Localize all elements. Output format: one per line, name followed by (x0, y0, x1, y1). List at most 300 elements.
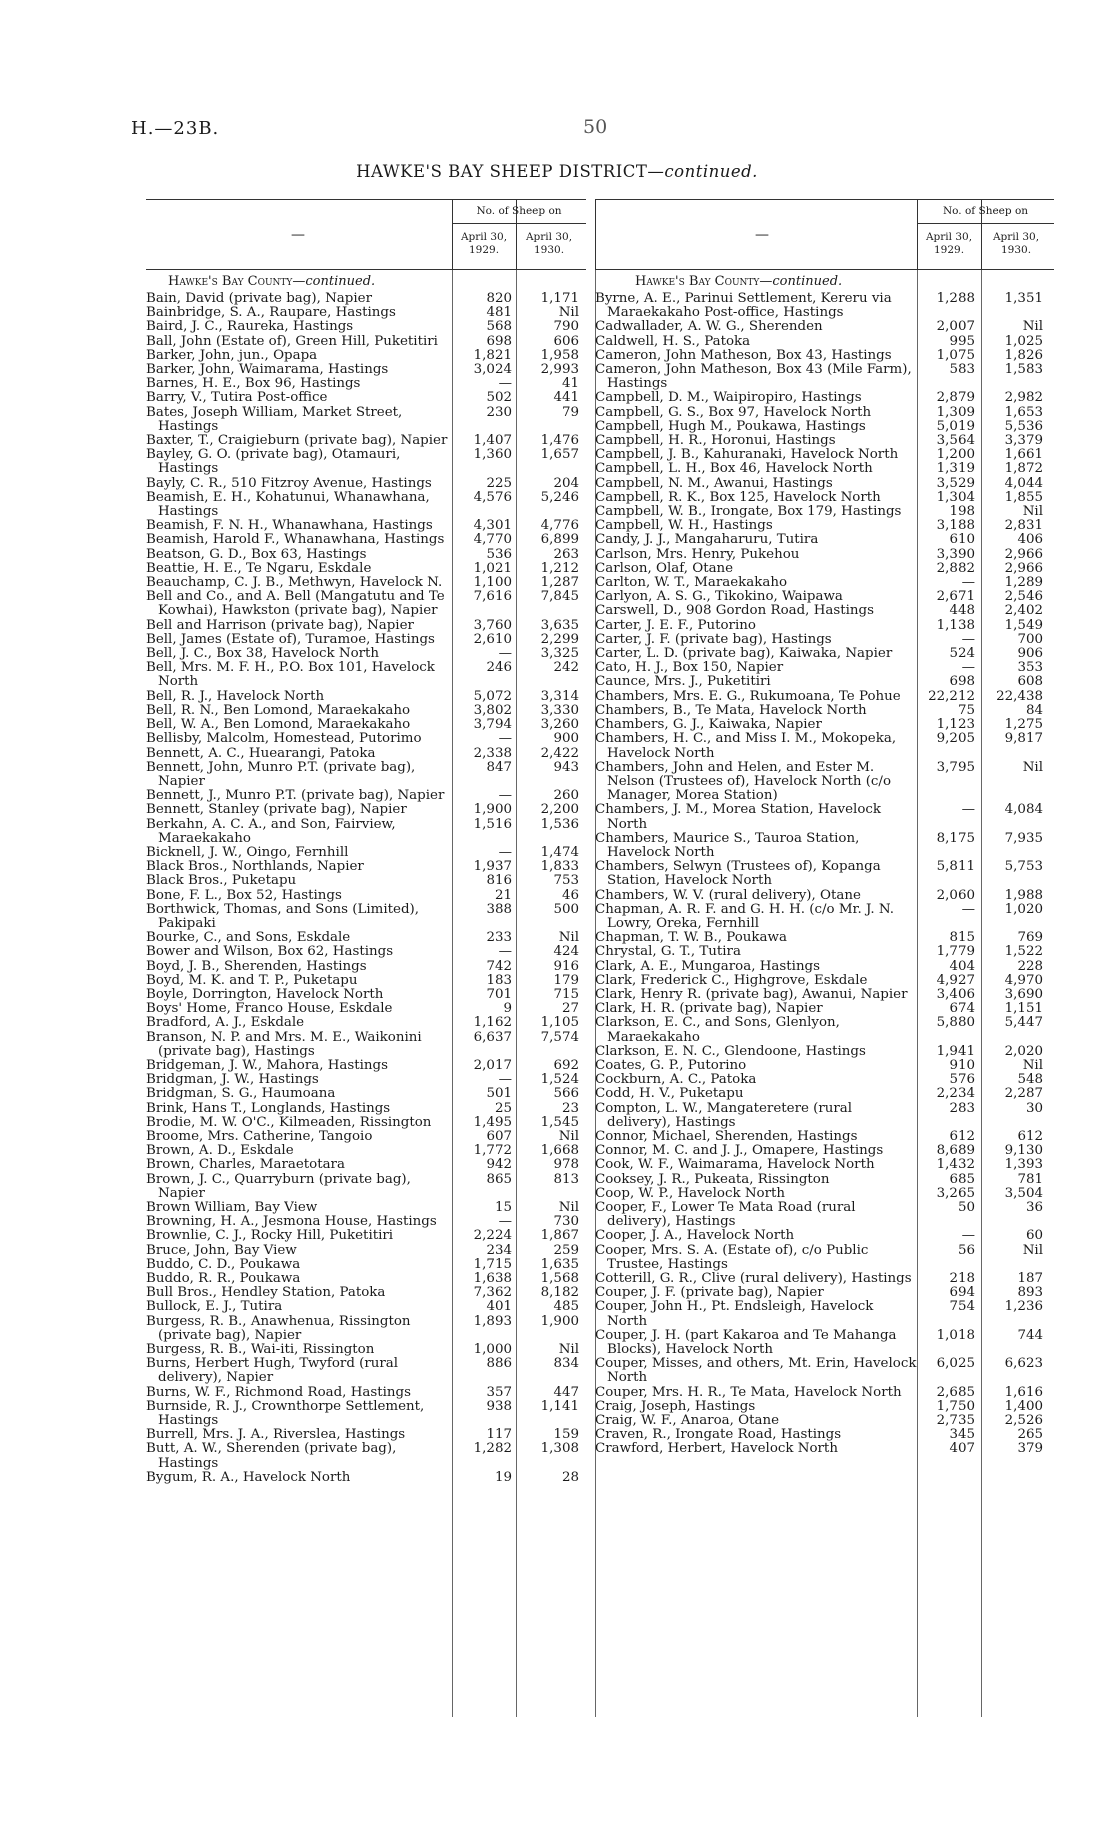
sheep-count-1930: 2,299 (540, 631, 579, 647)
sheep-count-1929: 524 (949, 646, 975, 662)
sheep-count-1929: — (498, 788, 512, 804)
left-section-name: Hawke's Bay County (168, 274, 293, 289)
sheep-count-1929: 1,941 (936, 1043, 975, 1059)
left-header-col2-line1: April 30, (525, 231, 573, 243)
sheep-count-1930: Nil (558, 1342, 579, 1358)
sheep-count-1929: 3,390 (936, 546, 975, 562)
holder-name: Ball, John (Estate of), Green Hill, Puketitiri (146, 333, 438, 349)
holder-name: Boyd, J. B., Sherenden, Hastings (146, 958, 367, 974)
holder-name: Bullock, E. J., Tutira (146, 1299, 283, 1315)
sheep-count-1929: 1,495 (473, 1114, 512, 1130)
right-section-suffix: —continued. (759, 274, 843, 289)
holder-name: Carswell, D., 908 Gordon Road, Hastings (595, 603, 874, 619)
sheep-count-1930: 753 (553, 873, 579, 889)
holder-name: Beamish, E. H., Kohatunui, Whanawhana, Hastings (146, 489, 430, 520)
sheep-count-1930: Nil (1022, 759, 1043, 775)
holder-name: Brown William, Bay View (146, 1200, 318, 1215)
sheep-count-1929: 345 (949, 1427, 975, 1443)
holder-name: Connor, Michael, Sherenden, Hastings (595, 1128, 858, 1144)
left-header-rule (452, 223, 586, 224)
sheep-count-1930: 263 (553, 546, 579, 562)
sheep-count-1929: 865 (486, 1171, 512, 1187)
holder-name: Bridgeman, J. W., Mahora, Hastings (146, 1057, 388, 1073)
sheep-count-1930: 715 (553, 986, 579, 1002)
sheep-count-1930: 893 (1017, 1285, 1043, 1301)
holder-name: Beamish, Harold F., Whanawhana, Hastings (146, 532, 445, 548)
holder-name: Bayley, G. O. (private bag), Otamauri, Hastings (146, 447, 401, 477)
sheep-count-1930: 2,546 (1004, 589, 1043, 605)
sheep-count-1930: Nil (1022, 319, 1043, 335)
sheep-count-1929: 2,610 (473, 631, 512, 647)
sheep-count-1929: 230 (486, 404, 512, 420)
holder-name: Cooper, Mrs. S. A. (Estate of), c/o Public Trustee, Hastings (595, 1242, 869, 1272)
holder-name: Caldwell, H. S., Patoka (595, 333, 751, 349)
sheep-count-1930: 2,831 (1004, 518, 1043, 534)
sheep-count-1930: 1,289 (1004, 575, 1043, 591)
sheep-count-1929: 820 (486, 291, 512, 306)
sheep-count-1929: 401 (486, 1299, 512, 1315)
sheep-count-1929: 3,024 (473, 362, 512, 378)
sheep-count-1929: 19 (494, 1469, 512, 1485)
sheep-count-1930: 1,474 (540, 844, 579, 860)
sheep-count-1930: 1,020 (1004, 901, 1043, 917)
right-header-left-border (595, 200, 596, 269)
sheep-count-1930: 1,351 (1004, 291, 1043, 306)
sheep-count-1930: Nil (1022, 1242, 1043, 1258)
sheep-count-1930: 406 (1017, 532, 1043, 548)
sheep-count-1929: — (961, 1228, 975, 1244)
holder-name: Campbell, H. R., Horonui, Hastings (595, 433, 836, 449)
holder-name: Barker, John, jun., Opapa (146, 347, 318, 363)
sheep-count-1930: 730 (553, 1214, 579, 1230)
sheep-count-1930: 2,200 (540, 802, 579, 818)
sheep-count-1930: 3,330 (540, 702, 579, 718)
sheep-count-1930: 608 (1017, 674, 1043, 690)
sheep-count-1929: 754 (949, 1299, 975, 1315)
sheep-count-1930: 978 (553, 1157, 579, 1173)
sheep-count-1930: 9,817 (1004, 731, 1043, 747)
sheep-count-1930: 566 (553, 1086, 579, 1102)
holder-name: Bayly, C. R., 510 Fitzroy Avenue, Hastings (146, 475, 432, 491)
sheep-count-1929: 501 (486, 1086, 512, 1102)
sheep-count-1929: — (498, 844, 512, 860)
page-title (0, 162, 1114, 181)
sheep-count-1929: 4,927 (936, 972, 975, 988)
sheep-count-1930: 242 (553, 660, 579, 676)
right-header-col1-line2: 1929. (933, 244, 965, 256)
sheep-count-1930: 447 (553, 1384, 579, 1400)
holder-name: Burns, Herbert Hugh, Twyford (rural delivery), Napier (146, 1356, 399, 1386)
holder-name: Coates, G. P., Putorino (595, 1057, 747, 1073)
sheep-count-1930: 4,970 (1004, 972, 1043, 988)
holder-name: Chambers, G. J., Kaiwaka, Napier (595, 717, 822, 733)
sheep-count-1929: 2,060 (936, 887, 975, 903)
holder-name: Carter, L. D. (private bag), Kaiwaka, Napier (595, 646, 893, 662)
sheep-count-1929: — (498, 1214, 512, 1230)
holder-name: Beamish, F. N. H., Whanawhana, Hastings (146, 518, 433, 534)
sheep-count-1929: 218 (949, 1271, 975, 1287)
sheep-count-1929: 1,304 (936, 489, 975, 505)
holder-name: Burnside, R. J., Crownthorpe Settlement, Hastings (146, 1398, 425, 1429)
sheep-count-1929: 742 (486, 958, 512, 974)
holder-name: Carlyon, A. S. G., Tikokino, Waipawa (595, 589, 843, 605)
sheep-count-1929: 6,637 (473, 1029, 512, 1045)
holder-name: Bates, Joseph William, Market Street, Hastings (146, 404, 403, 434)
sheep-count-1930: 2,422 (540, 745, 579, 761)
sheep-count-1929: 2,234 (936, 1086, 975, 1102)
sheep-count-1929: 536 (486, 546, 512, 562)
sheep-count-1929: 701 (486, 986, 512, 1002)
holder-name: Cato, H. J., Box 150, Napier (595, 660, 784, 676)
sheep-count-1929: 568 (486, 319, 512, 335)
holder-name: Chambers, W. V. (rural delivery), Otane (595, 887, 861, 903)
right-header-rule (917, 223, 1054, 224)
holder-name: Bell, R. N., Ben Lomond, Maraekakaho (146, 702, 411, 718)
sheep-count-1929: 1,638 (473, 1271, 512, 1287)
sheep-count-1930: 1,275 (1004, 717, 1043, 733)
sheep-count-1930: 606 (553, 333, 579, 349)
sheep-count-1930: 2,966 (1004, 560, 1043, 576)
sheep-count-1929: 1,319 (936, 461, 975, 477)
holder-name: Cotterill, G. R., Clive (rural delivery), Hastings (595, 1271, 912, 1287)
left-header-col1-line2: 1929. (468, 244, 500, 256)
sheep-count-1929: 1,021 (473, 560, 512, 576)
holder-name: Browning, H. A., Jesmona House, Hastings (146, 1214, 437, 1230)
holder-name: Candy, J. J., Mangaharuru, Tutira (595, 532, 819, 548)
holder-name: Campbell, G. S., Box 97, Havelock North (595, 404, 872, 420)
right-header-group: No. of Sheep on (942, 205, 1029, 217)
sheep-count-1929: — (498, 376, 512, 392)
page-title-suffix: —continued. (647, 162, 758, 181)
sheep-count-1929: 886 (486, 1356, 512, 1372)
sheep-count-1930: 2,526 (1004, 1413, 1043, 1429)
left-header-col2-line2: 1930. (533, 244, 565, 256)
holder-name: Campbell, J. B., Kahuranaki, Havelock North (595, 447, 899, 463)
sheep-count-1930: 441 (553, 390, 579, 406)
left-header-col1-line1: April 30, (460, 231, 508, 243)
sheep-count-1929: 1,282 (473, 1441, 512, 1457)
sheep-count-1930: 27 (561, 1001, 579, 1017)
sheep-count-1929: 21 (494, 887, 512, 903)
sheep-count-1930: 260 (553, 788, 579, 804)
sheep-count-1930: 1,616 (1004, 1384, 1043, 1400)
sheep-count-1929: — (961, 802, 975, 818)
sheep-count-1930: 353 (1017, 660, 1043, 676)
sheep-count-1930: 744 (1017, 1327, 1043, 1343)
sheep-count-1930: Nil (1022, 1057, 1043, 1073)
sheep-count-1930: 23 (561, 1100, 579, 1116)
holder-name: Carlton, W. T., Maraekakaho (595, 575, 788, 591)
right-header-col2 (981, 231, 1051, 257)
sheep-count-1930: 60 (1025, 1228, 1043, 1244)
sheep-count-1930: 1,988 (1004, 887, 1043, 903)
sheep-count-1930: 159 (553, 1427, 579, 1443)
sheep-count-1930: 1,536 (540, 816, 579, 832)
holder-name: Clark, Henry R. (private bag), Awanui, Napier (595, 986, 908, 1002)
sheep-count-1930: 4,044 (1004, 475, 1043, 491)
holder-name: Cameron, John Matheson, Box 43, Hastings (595, 347, 892, 363)
holder-name: Broome, Mrs. Catherine, Tangoio (146, 1128, 373, 1144)
sheep-count-1929: 694 (949, 1285, 975, 1301)
sheep-count-1929: — (498, 1072, 512, 1088)
sheep-count-1929: — (498, 646, 512, 662)
left-header-col2 (516, 231, 582, 257)
holder-name: Couper, J. H. (part Kakaroa and Te Mahanga Blocks), Havelock North (595, 1327, 897, 1358)
sheep-count-1930: 7,845 (540, 589, 579, 605)
holder-name: Campbell, R. K., Box 125, Havelock North (595, 489, 881, 505)
sheep-count-1929: 1,779 (936, 944, 975, 960)
holder-name: Chambers, John and Helen, and Ester M. Nelson (Trustees of), Havelock North (c/o Manager, Morea Station) (595, 759, 892, 804)
sheep-count-1929: 9,205 (936, 731, 975, 747)
sheep-count-1929: 22,212 (928, 688, 975, 704)
holder-name: Bruce, John, Bay View (146, 1242, 297, 1258)
sheep-count-1929: 1,937 (473, 859, 512, 875)
holder-name: Bennett, John, Munro P.T. (private bag), Napier (146, 759, 416, 789)
sheep-count-1930: 204 (553, 475, 579, 491)
sheep-count-1930: 6,623 (1004, 1356, 1043, 1372)
holder-name: Bell, Mrs. M. F. H., P.O. Box 101, Havelock North (146, 660, 435, 690)
holder-name: Boyle, Dorrington, Havelock North (146, 986, 384, 1002)
sheep-count-1930: 1,141 (540, 1398, 579, 1414)
sheep-count-1930: 36 (1025, 1200, 1043, 1215)
sheep-count-1929: 8,689 (936, 1143, 975, 1159)
sheep-count-1929: 4,301 (473, 518, 512, 534)
sheep-count-1929: 1,000 (473, 1342, 512, 1358)
sheep-count-1929: 3,802 (473, 702, 512, 718)
sheep-count-1930: 1,833 (540, 859, 579, 875)
sheep-count-1930: 1,308 (540, 1441, 579, 1457)
sheep-count-1930: 1,855 (1004, 489, 1043, 505)
sheep-count-1930: Nil (1022, 504, 1043, 520)
left-section-suffix: —continued. (292, 274, 376, 289)
sheep-count-1929: 25 (494, 1100, 512, 1116)
holder-name: Carter, J. F. (private bag), Hastings (595, 631, 832, 647)
holder-name: Bennett, A. C., Huearangi, Patoka (146, 745, 376, 761)
sheep-count-1929: 5,811 (936, 859, 975, 875)
holder-name: Campbell, W. H., Hastings (595, 518, 773, 534)
holder-name: Craven, R., Irongate Road, Hastings (595, 1427, 842, 1443)
holder-name: Burgess, R. B., Wai-iti, Rissington (146, 1342, 375, 1358)
holder-name: Carter, J. E. F., Putorino (595, 617, 756, 633)
holder-name: Brownlie, C. J., Rocky Hill, Puketitiri (146, 1228, 394, 1244)
sheep-count-1930: 692 (553, 1057, 579, 1073)
sheep-count-1929: 481 (486, 305, 512, 321)
holder-name: Beatson, G. D., Box 63, Hastings (146, 546, 367, 562)
sheep-count-1930: 813 (553, 1171, 579, 1187)
sheep-count-1930: 485 (553, 1299, 579, 1315)
sheep-count-1929: 1,018 (936, 1327, 975, 1343)
left-table-header (146, 199, 586, 270)
sheep-count-1930: 1,872 (1004, 461, 1043, 477)
holder-name: Boys' Home, Franco House, Eskdale (146, 1001, 393, 1017)
holder-name: Cooksey, J. R., Pukeata, Rissington (595, 1171, 830, 1187)
holder-name: Bain, David (private bag), Napier (146, 291, 372, 306)
left-header-col1 (452, 231, 516, 257)
sheep-count-1929: — (961, 575, 975, 591)
sheep-count-1930: 900 (553, 731, 579, 747)
holder-name: Burgess, R. B., Anawhenua, Rissington (private bag), Napier (146, 1313, 411, 1343)
sheep-count-1929: 1,432 (936, 1157, 975, 1173)
sheep-count-1929: 3,795 (936, 759, 975, 775)
sheep-count-1929: 2,007 (936, 319, 975, 335)
sheep-count-1930: 1,171 (540, 291, 579, 306)
holder-name: Campbell, D. M., Waipiropiro, Hastings (595, 390, 862, 406)
holder-name: Butt, A. W., Sherenden (private bag), Hastings (146, 1441, 397, 1471)
left-column (146, 199, 586, 1717)
sheep-count-1930: 79 (561, 404, 579, 420)
holder-name: Clarkson, E. N. C., Glendoone, Hastings (595, 1043, 866, 1059)
holder-name: Bainbridge, S. A., Raupare, Hastings (146, 305, 396, 321)
sheep-count-1930: 1,635 (540, 1256, 579, 1272)
sheep-count-1930: 1,583 (1004, 362, 1043, 378)
sheep-count-1929: 1,360 (473, 447, 512, 463)
sheep-count-1929: 1,200 (936, 447, 975, 463)
sheep-count-1930: 1,151 (1004, 1001, 1043, 1017)
sheep-count-1929: 2,879 (936, 390, 975, 406)
holder-name: Campbell, Hugh M., Poukawa, Hastings (595, 418, 866, 434)
sheep-count-1930: Nil (558, 1200, 579, 1215)
sheep-count-1929: 3,188 (936, 518, 975, 534)
sheep-count-1930: 8,182 (540, 1285, 579, 1301)
sheep-count-1930: 7,935 (1004, 830, 1043, 846)
sheep-count-1929: 56 (957, 1242, 975, 1258)
left-section-title (168, 274, 375, 289)
sheep-count-1929: 7,616 (473, 589, 512, 605)
sheep-count-1929: 2,338 (473, 745, 512, 761)
holder-name: Baxter, T., Craigieburn (private bag), Napier (146, 433, 448, 449)
sheep-count-1929: 3,760 (473, 617, 512, 633)
holder-name: Bull Bros., Hendley Station, Patoka (146, 1285, 386, 1301)
sheep-count-1929: 1,715 (473, 1256, 512, 1272)
right-header-col1-line1: April 30, (925, 231, 973, 243)
sheep-count-1929: — (961, 901, 975, 917)
sheep-count-1929: 15 (494, 1200, 512, 1215)
right-header-col1 (917, 231, 981, 257)
sheep-count-1929: 685 (949, 1171, 975, 1187)
sheep-count-1929: — (961, 660, 975, 676)
sheep-count-1929: 1,138 (936, 617, 975, 633)
holder-name: Chrystal, G. T., Tutira (595, 944, 741, 960)
sheep-count-1930: Nil (558, 930, 579, 946)
sheep-count-1930: 2,982 (1004, 390, 1043, 406)
sheep-count-1929: 1,162 (473, 1015, 512, 1031)
sheep-count-1929: 847 (486, 759, 512, 775)
page-title-text: HAWKE'S BAY SHEEP DISTRICT (356, 162, 648, 181)
holder-name: Beattie, H. E., Te Ngaru, Eskdale (146, 560, 372, 576)
sheep-count-1929: 4,576 (473, 489, 512, 505)
holder-name: Brown, J. C., Quarryburn (private bag), Napier (146, 1171, 411, 1201)
sheep-count-1929: 576 (949, 1072, 975, 1088)
sheep-count-1930: 3,260 (540, 717, 579, 733)
sheep-count-1929: 198 (949, 504, 975, 520)
sheep-count-1929: 7,362 (473, 1285, 512, 1301)
holder-name: Burns, W. F., Richmond Road, Hastings (146, 1384, 411, 1400)
sheep-count-1930: 916 (553, 958, 579, 974)
sheep-count-1930: 790 (553, 319, 579, 335)
sheep-count-1929: 2,735 (936, 1413, 975, 1429)
sheep-count-1929: — (961, 631, 975, 647)
sheep-count-1930: 5,536 (1004, 418, 1043, 434)
sheep-count-1930: 1,668 (540, 1143, 579, 1159)
sheep-count-1930: 5,447 (1004, 1015, 1043, 1031)
sheep-count-1929: 938 (486, 1398, 512, 1414)
sheep-count-1929: 1,821 (473, 347, 512, 363)
sheep-count-1930: 1,393 (1004, 1157, 1043, 1173)
sheep-count-1929: 2,882 (936, 560, 975, 576)
sheep-count-1930: 3,314 (540, 688, 579, 704)
sheep-count-1930: 1,105 (540, 1015, 579, 1031)
holder-name: Bell, W. A., Ben Lomond, Maraekakaho (146, 717, 411, 733)
sheep-count-1929: 698 (949, 674, 975, 690)
holder-name: Bennett, Stanley (private bag), Napier (146, 802, 407, 818)
sheep-count-1929: 4,770 (473, 532, 512, 548)
sheep-count-1929: 3,564 (936, 433, 975, 449)
sheep-count-1930: 5,246 (540, 489, 579, 505)
holder-name: Crawford, Herbert, Havelock North (595, 1441, 838, 1457)
holder-name: Clark, Frederick C., Highgrove, Eskdale (595, 972, 868, 988)
sheep-count-1930: 1,826 (1004, 347, 1043, 363)
sheep-count-1930: 187 (1017, 1271, 1043, 1287)
sheep-count-1930: 2,287 (1004, 1086, 1043, 1102)
holder-name: Barnes, H. E., Box 96, Hastings (146, 376, 361, 392)
holder-name: Bridgman, J. W., Hastings (146, 1072, 319, 1088)
holder-name: Chambers, J. M., Morea Station, Havelock North (595, 802, 882, 832)
right-header-col2-line2: 1930. (1000, 244, 1032, 256)
sheep-count-1930: Nil (558, 1128, 579, 1144)
holder-name: Brink, Hans T., Longlands, Hastings (146, 1100, 391, 1116)
sheep-count-1929: 234 (486, 1242, 512, 1258)
left-header-group: No. of Sheep on (476, 205, 562, 217)
sheep-count-1929: 698 (486, 333, 512, 349)
holder-name: Coop, W. P., Havelock North (595, 1185, 786, 1201)
holder-name: Chambers, Maurice S., Tauroa Station, Havelock North (595, 830, 860, 860)
sheep-count-1930: 41 (561, 376, 579, 392)
sheep-count-1930: 1,657 (540, 447, 579, 463)
sheep-count-1929: 502 (486, 390, 512, 406)
holder-name: Bellisby, Malcolm, Homestead, Putorimo (146, 731, 422, 747)
sheep-count-1930: 943 (553, 759, 579, 775)
holder-name: Connor, M. C. and J. J., Omapere, Hastings (595, 1143, 884, 1159)
sheep-count-1929: 5,019 (936, 418, 975, 434)
sheep-count-1930: 1,236 (1004, 1299, 1043, 1315)
sheep-count-1929: 1,123 (936, 717, 975, 733)
right-header-dash: — (755, 227, 769, 243)
sheep-count-1929: 1,407 (473, 433, 512, 449)
holder-name: Bicknell, J. W., Oingo, Fernhill (146, 844, 349, 860)
holder-name: Burrell, Mrs. J. A., Riverslea, Hastings (146, 1427, 406, 1443)
holder-name: Bone, F. L., Box 52, Hastings (146, 887, 342, 903)
holder-name: Bell, J. C., Box 38, Havelock North (146, 646, 380, 662)
holder-name: Bell, James (Estate of), Turamoe, Hastings (146, 631, 435, 647)
sheep-count-1929: 612 (949, 1128, 975, 1144)
holder-name: Bell and Co., and A. Bell (Mangatutu and Te Kowhai), Hawkston (private bag), Napier (146, 589, 445, 619)
holder-name: Couper, Mrs. H. R., Te Mata, Havelock North (595, 1384, 902, 1400)
sheep-count-1930: 3,379 (1004, 433, 1043, 449)
holder-name: Bennett, J., Munro P.T. (private bag), Napier (146, 788, 445, 804)
sheep-count-1929: 5,072 (473, 688, 512, 704)
sheep-count-1929: 3,794 (473, 717, 512, 733)
sheep-count-1929: 2,224 (473, 1228, 512, 1244)
sheep-count-1930: 906 (1017, 646, 1043, 662)
sheep-count-1930: 84 (1025, 702, 1043, 718)
holder-name: Craig, W. F., Anaroa, Otane (595, 1413, 780, 1429)
holder-name: Chapman, T. W. B., Poukawa (595, 930, 787, 946)
holder-name: Borthwick, Thomas, and Sons (Limited), Pakipaki (146, 901, 420, 931)
sheep-count-1929: 388 (486, 901, 512, 917)
sheep-count-1929: 5,880 (936, 1015, 975, 1031)
holder-name: Beauchamp, C. J. B., Methwyn, Havelock N. (146, 575, 443, 591)
holder-name: Black Bros., Northlands, Napier (146, 859, 364, 875)
